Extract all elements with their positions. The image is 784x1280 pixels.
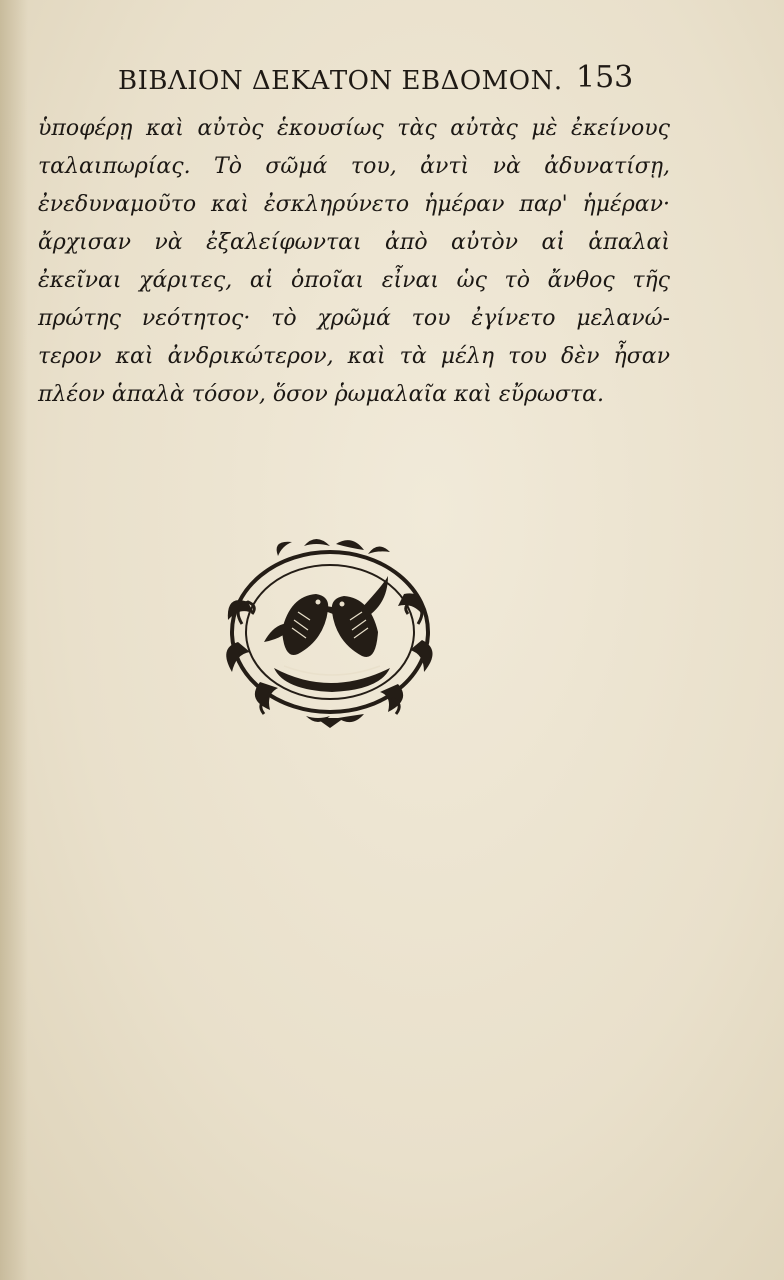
text-line: ἐκεῖναι χάριτες, αἱ ὁποῖαι εἶναι ὡς τὸ ἄνθος τῆς xyxy=(38,268,670,293)
running-title: ΒΙΒΛΙΟΝ ΔΕΚΑΤΟΝ ΕΒΔΟΜΟΝ. xyxy=(118,66,563,96)
two-birds-vignette-icon xyxy=(208,532,452,732)
page-number: 153 xyxy=(576,60,634,95)
text-line: πλέον ἁπαλὰ τόσον, ὅσον ῥωμαλαῖα καὶ εὔρωστα. xyxy=(38,382,604,407)
text-line: ἄρχισαν νὰ ἐξαλείφωνται ἀπὸ αὐτὸν αἱ ἁπαλαὶ xyxy=(38,230,670,255)
text-line: πρώτης νεότητος· τὸ χρῶμά του ἐγίνετο μελανώ- xyxy=(38,306,670,331)
text-line: ἐνεδυναμοῦτο καὶ ἐσκληρύνετο ἡμέραν παρ' ἡμέραν· xyxy=(38,192,670,217)
text-line: ὑποφέρῃ καὶ αὐτὸς ἑκουσίως τὰς αὐτὰς μὲ ἐκείνους xyxy=(38,116,670,141)
text-line: τερον καὶ ἀνδρικώτερον, καὶ τὰ μέλη του δὲν ἦσαν xyxy=(38,344,670,369)
running-header xyxy=(118,66,638,96)
text-line: ταλαιπωρίας. Τὸ σῶμά του, ἀντὶ νὰ ἀδυνατίσῃ, xyxy=(38,154,670,179)
gutter-shadow xyxy=(0,0,28,1280)
body-text xyxy=(38,110,670,414)
